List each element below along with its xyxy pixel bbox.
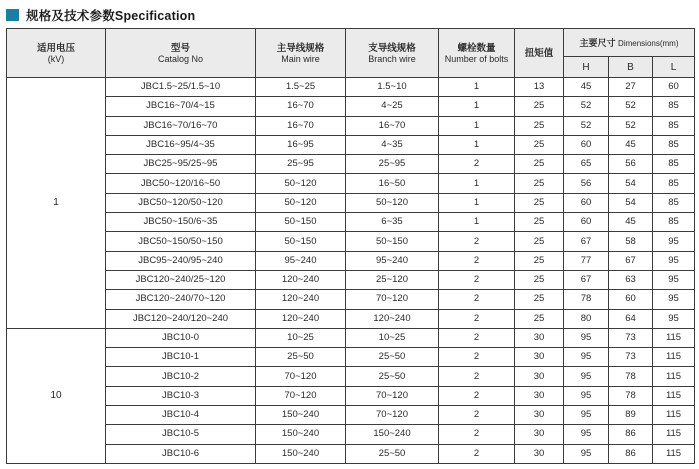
- cell-dim-h: 95: [564, 386, 609, 405]
- cell-catalog-no: JBC50~120/50~120: [106, 193, 256, 212]
- cell-dim-l: 115: [653, 367, 695, 386]
- table-row: [7, 309, 695, 328]
- cell-dim-l: 95: [653, 270, 695, 289]
- cell-dim-b: 60: [609, 290, 653, 309]
- col-header-bolts: [439, 29, 515, 78]
- cell-bolts: 1: [439, 97, 515, 116]
- table-row: [7, 135, 695, 154]
- cell-branch-wire: 10~25: [346, 328, 439, 347]
- col-header-voltage-cn: 适用电压: [36, 42, 75, 54]
- cell-bolts: 2: [439, 406, 515, 425]
- cell-bolts: 2: [439, 155, 515, 174]
- cell-dim-h: 95: [564, 425, 609, 444]
- cell-branch-wire: 16~50: [346, 174, 439, 193]
- cell-dim-b: 45: [609, 135, 653, 154]
- cell-catalog-no: JBC95~240/95~240: [106, 251, 256, 270]
- table-row: [7, 116, 695, 135]
- cell-dim-h: 60: [564, 193, 609, 212]
- cell-catalog-no: JBC25~95/25~95: [106, 155, 256, 174]
- cell-dim-b: 63: [609, 270, 653, 289]
- cell-dim-h: 67: [564, 270, 609, 289]
- cell-bolts: 2: [439, 328, 515, 347]
- col-header-bolts-cn: 螺栓数量: [457, 42, 496, 54]
- cell-torque: 25: [515, 97, 564, 116]
- table-row: [7, 444, 695, 463]
- col-header-branch-wire-en: Branch wire: [368, 53, 416, 64]
- cell-branch-wire: 150~240: [346, 425, 439, 444]
- col-header-voltage-en: (kV): [47, 53, 65, 64]
- col-header-branch-wire: [346, 29, 439, 78]
- cell-branch-wire: 6~35: [346, 213, 439, 232]
- cell-dim-b: 89: [609, 406, 653, 425]
- cell-torque: 30: [515, 328, 564, 347]
- cell-main-wire: 70~120: [256, 367, 346, 386]
- col-header-dim-b: B: [609, 57, 653, 78]
- cell-dim-l: 85: [653, 135, 695, 154]
- section-title-bar: [0, 0, 699, 28]
- cell-main-wire: 25~95: [256, 155, 346, 174]
- col-header-branch-wire-cn: 支导线规格: [368, 42, 416, 54]
- table-row: [7, 425, 695, 444]
- cell-branch-wire: 50~120: [346, 193, 439, 212]
- cell-catalog-no: JBC120~240/120~240: [106, 309, 256, 328]
- cell-main-wire: 1.5~25: [256, 78, 346, 97]
- cell-torque: 25: [515, 309, 564, 328]
- cell-torque: 25: [515, 290, 564, 309]
- cell-dim-h: 52: [564, 97, 609, 116]
- cell-voltage-group: 10: [7, 328, 106, 463]
- cell-dim-l: 115: [653, 406, 695, 425]
- cell-dim-l: 60: [653, 78, 695, 97]
- cell-dim-h: 52: [564, 116, 609, 135]
- cell-main-wire: 120~240: [256, 290, 346, 309]
- cell-dim-b: 27: [609, 78, 653, 97]
- cell-branch-wire: 70~120: [346, 406, 439, 425]
- cell-main-wire: 95~240: [256, 251, 346, 270]
- cell-dim-b: 86: [609, 444, 653, 463]
- cell-catalog-no: JBC10-4: [106, 406, 256, 425]
- cell-dim-l: 85: [653, 193, 695, 212]
- cell-dim-h: 67: [564, 232, 609, 251]
- cell-bolts: 2: [439, 251, 515, 270]
- table-row: [7, 386, 695, 405]
- cell-bolts: 1: [439, 213, 515, 232]
- cell-main-wire: 10~25: [256, 328, 346, 347]
- cell-torque: 25: [515, 213, 564, 232]
- cell-main-wire: 16~70: [256, 97, 346, 116]
- cell-branch-wire: 25~95: [346, 155, 439, 174]
- cell-torque: 25: [515, 232, 564, 251]
- cell-dim-b: 78: [609, 367, 653, 386]
- cell-dim-l: 95: [653, 232, 695, 251]
- cell-dim-b: 73: [609, 348, 653, 367]
- col-header-dim-l: L: [653, 57, 695, 78]
- cell-dim-h: 77: [564, 251, 609, 270]
- col-header-dim-h: H: [564, 57, 609, 78]
- cell-dim-l: 95: [653, 251, 695, 270]
- cell-dim-b: 86: [609, 425, 653, 444]
- table-row: [7, 406, 695, 425]
- cell-dim-b: 54: [609, 193, 653, 212]
- cell-main-wire: 50~120: [256, 174, 346, 193]
- cell-main-wire: 50~150: [256, 232, 346, 251]
- cell-torque: 30: [515, 386, 564, 405]
- cell-dim-l: 115: [653, 348, 695, 367]
- cell-bolts: 2: [439, 425, 515, 444]
- cell-branch-wire: 4~25: [346, 97, 439, 116]
- col-header-dimensions-en: Dimensions(mm): [618, 39, 679, 48]
- cell-dim-h: 95: [564, 444, 609, 463]
- col-header-torque-cn: 扭矩值: [524, 47, 554, 59]
- cell-dim-b: 58: [609, 232, 653, 251]
- cell-branch-wire: 1.5~10: [346, 78, 439, 97]
- cell-torque: 30: [515, 444, 564, 463]
- cell-dim-l: 115: [653, 425, 695, 444]
- cell-torque: 30: [515, 367, 564, 386]
- cell-dim-l: 85: [653, 116, 695, 135]
- cell-dim-l: 85: [653, 213, 695, 232]
- cell-branch-wire: 25~50: [346, 348, 439, 367]
- col-header-main-wire: [256, 29, 346, 78]
- table-row: [7, 193, 695, 212]
- cell-dim-h: 95: [564, 367, 609, 386]
- cell-dim-l: 115: [653, 444, 695, 463]
- cell-bolts: 1: [439, 135, 515, 154]
- cell-torque: 30: [515, 425, 564, 444]
- col-header-bolts-en: Number of bolts: [444, 53, 509, 64]
- cell-bolts: 2: [439, 348, 515, 367]
- cell-dim-b: 45: [609, 213, 653, 232]
- table-row: [7, 97, 695, 116]
- section-title: 规格及技术参数Specification: [26, 8, 196, 23]
- cell-bolts: 2: [439, 367, 515, 386]
- cell-main-wire: 150~240: [256, 444, 346, 463]
- cell-bolts: 1: [439, 174, 515, 193]
- table-row: [7, 174, 695, 193]
- cell-branch-wire: 95~240: [346, 251, 439, 270]
- cell-branch-wire: 25~50: [346, 444, 439, 463]
- cell-dim-h: 65: [564, 155, 609, 174]
- cell-dim-l: 95: [653, 290, 695, 309]
- cell-dim-h: 60: [564, 135, 609, 154]
- cell-branch-wire: 25~50: [346, 367, 439, 386]
- cell-dim-b: 52: [609, 97, 653, 116]
- cell-dim-b: 54: [609, 174, 653, 193]
- cell-dim-h: 45: [564, 78, 609, 97]
- header-row-main: [7, 29, 695, 57]
- cell-catalog-no: JBC10-2: [106, 367, 256, 386]
- cell-branch-wire: 4~35: [346, 135, 439, 154]
- cell-branch-wire: 70~120: [346, 290, 439, 309]
- cell-dim-l: 95: [653, 309, 695, 328]
- cell-torque: 30: [515, 406, 564, 425]
- cell-torque: 25: [515, 116, 564, 135]
- cell-dim-l: 115: [653, 386, 695, 405]
- col-header-catalog: [106, 29, 256, 78]
- col-header-torque: [515, 29, 564, 78]
- cell-catalog-no: JBC50~150/6~35: [106, 213, 256, 232]
- cell-main-wire: 25~50: [256, 348, 346, 367]
- cell-bolts: 1: [439, 78, 515, 97]
- cell-dim-h: 80: [564, 309, 609, 328]
- col-header-voltage: [7, 29, 106, 78]
- cell-main-wire: 70~120: [256, 386, 346, 405]
- cell-main-wire: 150~240: [256, 406, 346, 425]
- cell-bolts: 2: [439, 309, 515, 328]
- cell-bolts: 2: [439, 270, 515, 289]
- cell-torque: 25: [515, 251, 564, 270]
- table-row: [7, 348, 695, 367]
- table-row: [7, 232, 695, 251]
- cell-branch-wire: 70~120: [346, 386, 439, 405]
- cell-bolts: 2: [439, 290, 515, 309]
- col-header-catalog-cn: 型号: [170, 42, 190, 54]
- specification-table: [6, 28, 695, 464]
- cell-catalog-no: JBC120~240/70~120: [106, 290, 256, 309]
- cell-dim-b: 56: [609, 155, 653, 174]
- cell-dim-l: 85: [653, 155, 695, 174]
- cell-catalog-no: JBC10-5: [106, 425, 256, 444]
- table-row: [7, 270, 695, 289]
- cell-catalog-no: JBC1.5~25/1.5~10: [106, 78, 256, 97]
- cell-catalog-no: JBC16~70/16~70: [106, 116, 256, 135]
- cell-dim-l: 85: [653, 174, 695, 193]
- cell-main-wire: 16~70: [256, 116, 346, 135]
- cell-bolts: 2: [439, 444, 515, 463]
- cell-dim-h: 95: [564, 406, 609, 425]
- table-row: [7, 290, 695, 309]
- cell-dim-l: 115: [653, 328, 695, 347]
- cell-main-wire: 50~150: [256, 213, 346, 232]
- cell-dim-h: 78: [564, 290, 609, 309]
- col-header-catalog-en: Catalog No: [157, 53, 204, 64]
- table-row: [7, 251, 695, 270]
- cell-torque: 25: [515, 135, 564, 154]
- cell-dim-h: 56: [564, 174, 609, 193]
- cell-voltage-group: 1: [7, 78, 106, 329]
- col-header-dimensions: [564, 29, 695, 57]
- cell-dim-h: 95: [564, 348, 609, 367]
- section-accent-square-icon: [6, 9, 19, 21]
- cell-dim-h: 95: [564, 328, 609, 347]
- cell-branch-wire: 25~120: [346, 270, 439, 289]
- cell-catalog-no: JBC16~95/4~35: [106, 135, 256, 154]
- cell-bolts: 2: [439, 232, 515, 251]
- cell-main-wire: 120~240: [256, 309, 346, 328]
- cell-dim-l: 85: [653, 97, 695, 116]
- cell-bolts: 1: [439, 116, 515, 135]
- col-header-main-wire-en: Main wire: [281, 53, 320, 64]
- cell-bolts: 1: [439, 193, 515, 212]
- cell-main-wire: 120~240: [256, 270, 346, 289]
- table-row: [7, 328, 695, 347]
- cell-catalog-no: JBC10-6: [106, 444, 256, 463]
- cell-catalog-no: JBC120~240/25~120: [106, 270, 256, 289]
- cell-catalog-no: JBC50~150/50~150: [106, 232, 256, 251]
- table-row: [7, 213, 695, 232]
- cell-branch-wire: 50~150: [346, 232, 439, 251]
- cell-dim-b: 64: [609, 309, 653, 328]
- cell-bolts: 2: [439, 386, 515, 405]
- cell-catalog-no: JBC16~70/4~15: [106, 97, 256, 116]
- cell-torque: 25: [515, 174, 564, 193]
- col-header-main-wire-cn: 主导线规格: [276, 42, 325, 54]
- cell-torque: 25: [515, 193, 564, 212]
- table-row: [7, 78, 695, 97]
- table-row: [7, 367, 695, 386]
- cell-catalog-no: JBC10-1: [106, 348, 256, 367]
- cell-branch-wire: 16~70: [346, 116, 439, 135]
- cell-dim-b: 67: [609, 251, 653, 270]
- cell-catalog-no: JBC50~120/16~50: [106, 174, 256, 193]
- cell-catalog-no: JBC10-0: [106, 328, 256, 347]
- cell-catalog-no: JBC10-3: [106, 386, 256, 405]
- cell-dim-b: 52: [609, 116, 653, 135]
- cell-branch-wire: 120~240: [346, 309, 439, 328]
- cell-dim-b: 78: [609, 386, 653, 405]
- cell-dim-b: 73: [609, 328, 653, 347]
- cell-torque: 30: [515, 348, 564, 367]
- cell-torque: 13: [515, 78, 564, 97]
- cell-main-wire: 16~95: [256, 135, 346, 154]
- cell-main-wire: 50~120: [256, 193, 346, 212]
- table-row: [7, 155, 695, 174]
- cell-main-wire: 150~240: [256, 425, 346, 444]
- cell-torque: 25: [515, 155, 564, 174]
- col-header-dimensions-cn: 主要尺寸: [579, 38, 616, 48]
- cell-dim-h: 60: [564, 213, 609, 232]
- cell-torque: 25: [515, 270, 564, 289]
